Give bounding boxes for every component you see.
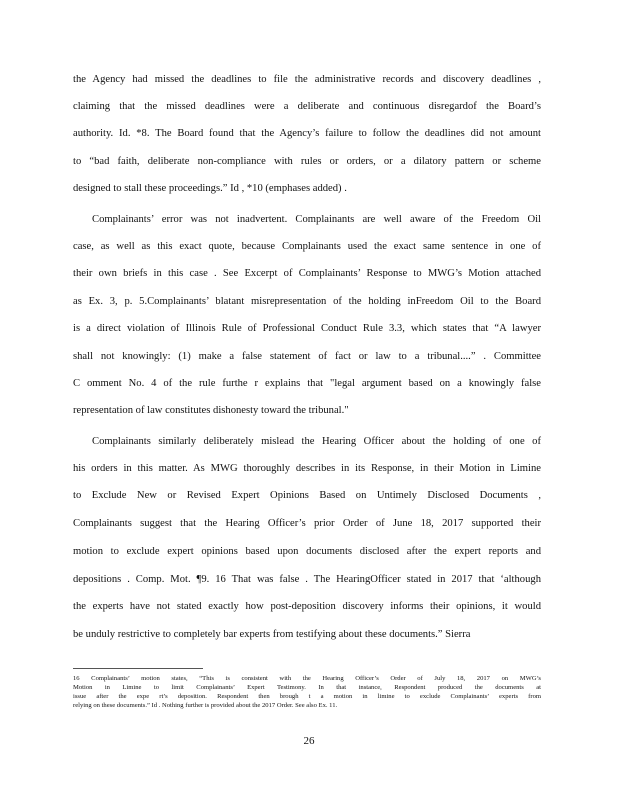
body-line: case, as well as this exact quote, because Complainants used the exact same sentence in one of: [73, 241, 541, 252]
body-line: Complainants suggest that the Hearing Officer’s prior Order of June 18, 2017 supported their: [73, 518, 541, 529]
body-line: is a direct violation of Illinois Rule of Professional Conduct Rule 3.3, which states that “A lawyer: [73, 323, 541, 334]
footnote-line: 16 Complainants’ motion states, “This is consistent with the Hearing Officer’s Order of July 18, 2017 on MWG’s: [73, 675, 541, 682]
body-line: his orders in this matter. As MWG thoroughly describes in its Response, in their Motion in Limine: [73, 463, 541, 474]
footnote-divider: [73, 668, 203, 669]
body-line: motion to exclude expert opinions based upon documents disclosed after the expert reports and: [73, 546, 541, 557]
body-line: depositions . Comp. Mot. ¶9. 16 That was false . The HearingOfficer stated in 2017 that ‘although: [73, 574, 541, 585]
body-line: designed to stall these proceedings.” Id , *10 (emphases added) .: [73, 183, 347, 194]
body-line: C omment No. 4 of the rule furthe r explains that "legal argument based on a knowingly false: [73, 378, 541, 389]
page-number: 26: [303, 735, 315, 747]
body-line: representation of law constitutes dishonesty toward the tribunal.": [73, 405, 349, 416]
body-line: to Exclude New or Revised Expert Opinions Based on Untimely Disclosed Documents ,: [73, 490, 541, 501]
body-line: their own briefs in this case . See Excerpt of Complainants’ Response to MWG’s Motion attached: [73, 268, 541, 279]
body-line: Complainants’ error was not inadvertent. Complainants are well aware of the Freedom Oil: [92, 214, 541, 225]
body-line: Complainants similarly deliberately mislead the Hearing Officer about the holding of one of: [92, 436, 541, 447]
body-line: the Agency had missed the deadlines to file the administrative records and discovery deadlines ,: [73, 74, 541, 85]
body-line: authority. Id. *8. The Board found that the Agency’s failure to follow the deadlines did not amount: [73, 128, 541, 139]
body-line: be unduly restrictive to completely bar experts from testifying about these documents.” Sierra: [73, 629, 471, 640]
body-line: the experts have not stated exactly how post-deposition discovery informs their opinions, it would: [73, 601, 541, 612]
body-line: as Ex. 3, p. 5.Complainants’ blatant misrepresentation of the holding inFreedom Oil to the Board: [73, 296, 541, 307]
footnote-line: issue after the expe rt’s deposition. Respondent then brough t a motion in limine to exclude Complainants’ experts from: [73, 693, 541, 700]
footnote-line: relying on these documents.” Id . Nothing further is provided about the 2017 Order. See also Ex. 11.: [73, 702, 338, 709]
footnote-line: Motion in Limine to limit Complainants’ Expert Testimony. In that instance, Respondent produced the documents at: [73, 684, 541, 691]
body-line: claiming that the missed deadlines were a deliberate and continuous disregardof the Board’s: [73, 101, 541, 112]
body-line: to “bad faith, deliberate non-compliance with rules or orders, or a dilatory pattern or scheme: [73, 156, 541, 167]
body-line: shall not knowingly: (1) make a false statement of fact or law to a tribunal....” . Committee: [73, 351, 541, 362]
